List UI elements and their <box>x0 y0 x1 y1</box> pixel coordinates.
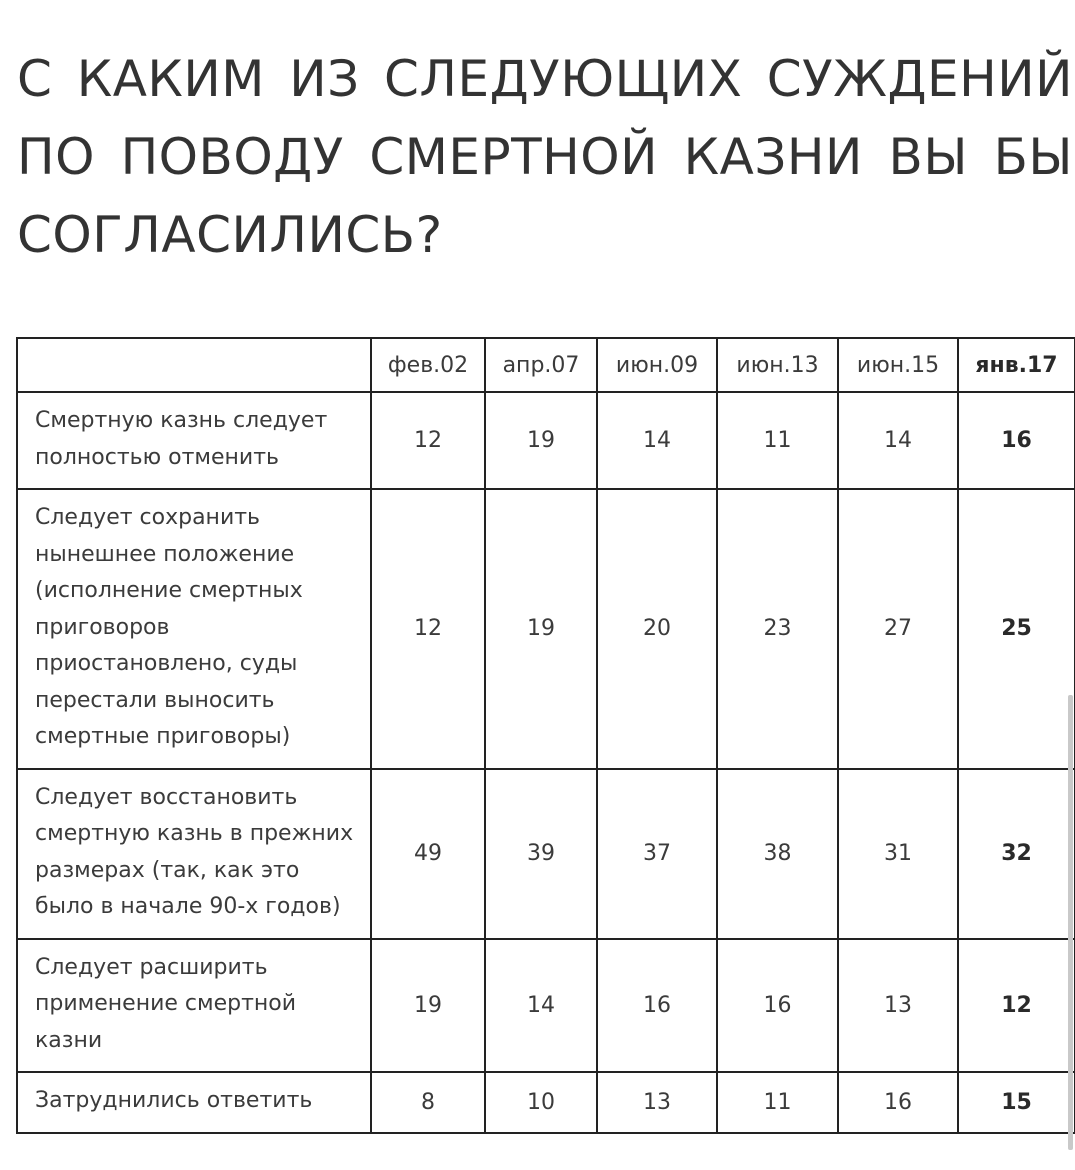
poll-table <box>16 337 1075 1134</box>
value-cell: 19 <box>485 392 597 489</box>
table-row <box>17 939 1075 1073</box>
value-cell: 16 <box>597 939 717 1073</box>
table-row <box>17 392 1075 489</box>
table-row <box>17 1072 1075 1133</box>
value-cell: 31 <box>838 769 958 939</box>
value-cell: 37 <box>597 769 717 939</box>
value-cell: 19 <box>371 939 485 1073</box>
value-cell-latest: 25 <box>958 489 1075 769</box>
value-cell: 12 <box>371 489 485 769</box>
column-header: июн.13 <box>717 338 838 392</box>
value-cell: 49 <box>371 769 485 939</box>
row-label: Смертную казнь следует полностью отменить <box>17 392 371 489</box>
column-header: апр.07 <box>485 338 597 392</box>
value-cell: 16 <box>838 1072 958 1133</box>
row-label: Следует сохранить нынешнее положение (исполнение смертных приговоров приостановлено, суды перестали выносить смертные приговоры) <box>17 489 371 769</box>
value-cell: 14 <box>597 392 717 489</box>
row-label: Затруднились ответить <box>17 1072 371 1133</box>
column-header: фев.02 <box>371 338 485 392</box>
value-cell: 27 <box>838 489 958 769</box>
value-cell: 38 <box>717 769 838 939</box>
value-cell: 39 <box>485 769 597 939</box>
value-cell-latest: 12 <box>958 939 1075 1073</box>
column-header: июн.09 <box>597 338 717 392</box>
vertical-scrollbar[interactable] <box>1068 695 1073 1150</box>
header-row <box>17 338 1075 392</box>
value-cell-latest: 15 <box>958 1072 1075 1133</box>
column-header: июн.15 <box>838 338 958 392</box>
column-header-latest: янв.17 <box>958 338 1075 392</box>
page-title: С КАКИМ ИЗ СЛЕДУЮЩИХ СУЖДЕНИЙ ПО ПОВОДУ СМЕРТНОЙ КАЗНИ ВЫ БЫ СОГЛАСИЛИСЬ? <box>17 50 1073 264</box>
value-cell: 14 <box>838 392 958 489</box>
value-cell: 16 <box>717 939 838 1073</box>
value-cell: 19 <box>485 489 597 769</box>
value-cell: 11 <box>717 392 838 489</box>
value-cell: 23 <box>717 489 838 769</box>
value-cell-latest: 32 <box>958 769 1075 939</box>
value-cell: 20 <box>597 489 717 769</box>
value-cell: 11 <box>717 1072 838 1133</box>
header-corner-cell <box>17 338 371 392</box>
table-row <box>17 769 1075 939</box>
value-cell: 13 <box>838 939 958 1073</box>
value-cell: 14 <box>485 939 597 1073</box>
table-row <box>17 489 1075 769</box>
value-cell-latest: 16 <box>958 392 1075 489</box>
value-cell: 10 <box>485 1072 597 1133</box>
row-label: Следует расширить применение смертной казни <box>17 939 371 1073</box>
row-label: Следует восстановить смертную казнь в прежних размерах (так, как это было в начале 90-х годов) <box>17 769 371 939</box>
value-cell: 8 <box>371 1072 485 1133</box>
value-cell: 12 <box>371 392 485 489</box>
value-cell: 13 <box>597 1072 717 1133</box>
